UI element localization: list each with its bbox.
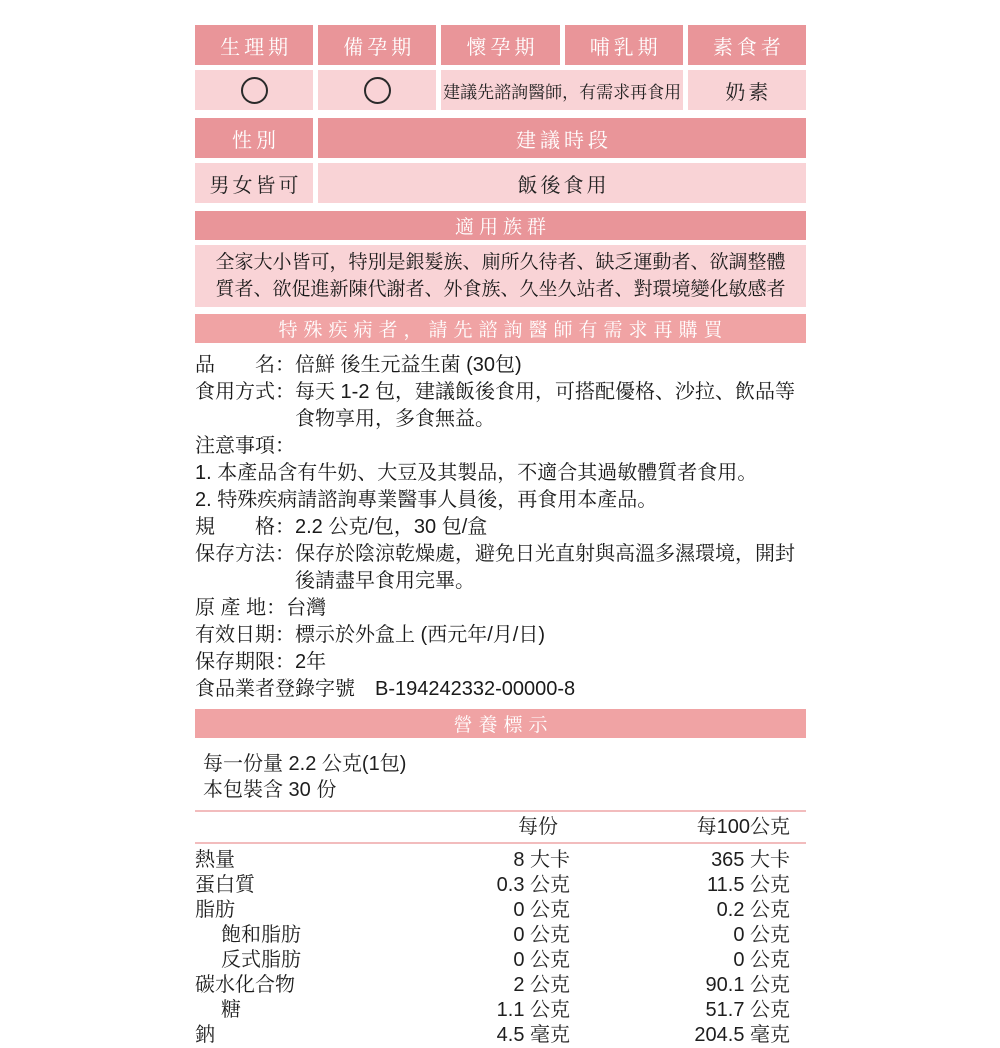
cell-vegetarian-type: 奶素 — [688, 70, 806, 110]
table-row-protein: 蛋白質 0.3 公克 11.5 公克 — [195, 874, 790, 896]
table-row-trans-fat: 反式脂肪 0 公克 0 公克 — [221, 949, 790, 971]
servings-per-pack-line: 本包裝含 30 份 — [203, 779, 337, 801]
product-spec-sheet — [195, 25, 806, 1048]
nutrition-title-bar: 營養標示 — [195, 709, 806, 738]
header-pregnancy-prep: 備孕期 — [318, 25, 436, 65]
applicable-group-title-bar: 適用族群 — [195, 211, 806, 240]
col-header-per-100g: 每100公克 — [696, 816, 790, 838]
info-label: 保存期限： — [195, 651, 295, 673]
info-shelf-life — [195, 649, 806, 676]
cell-pregnancy-prep-ok — [318, 70, 436, 110]
header-vegetarian: 素食者 — [688, 25, 806, 65]
circle-icon — [364, 77, 391, 104]
info-value: 倍鮮 後生元益生菌 (30包) — [295, 354, 522, 376]
info-spec — [195, 514, 806, 541]
info-label: 原 產 地： — [195, 597, 287, 619]
table-row-fat: 脂肪 0 公克 0.2 公克 — [195, 899, 790, 921]
table-row-calories: 熱量 8 大卡 365 大卡 — [195, 849, 790, 871]
header-menstrual: 生理期 — [195, 25, 313, 65]
cell-gender: 男女皆可 — [195, 163, 313, 203]
applicable-group-content: 全家大小皆可，特別是銀髮族、廁所久待者、缺乏運動者、欲調整體質者、欲促進新陳代謝者、外食族、久坐久站者、對環境變化敏感者 — [195, 245, 806, 307]
header-pregnant: 懷孕期 — [441, 25, 559, 65]
info-label: 品 名： — [195, 354, 295, 376]
info-value: 每天 1-2 包，建議飯後食用，可搭配優格、沙拉、飲品等食物享用，多食無益。 — [295, 381, 796, 430]
info-label: 有效日期： — [195, 624, 295, 646]
info-precautions-title: 注意事項： — [195, 435, 295, 457]
serving-size-line: 每一份量 2.2 公克(1包) — [203, 753, 407, 775]
circle-icon — [241, 77, 268, 104]
cell-menstrual-ok — [195, 70, 313, 110]
nutrition-rows — [195, 844, 806, 1048]
header-suggested-timing: 建議時段 — [318, 118, 806, 158]
info-storage — [195, 541, 806, 595]
product-info-block — [195, 352, 806, 703]
header-gender: 性別 — [195, 118, 313, 158]
info-precaution-2: 2. 特殊疾病請諮詢專業醫事人員後，再食用本產品。 — [195, 489, 658, 511]
nutrition-table — [195, 812, 806, 842]
info-value: 台灣 — [286, 597, 327, 619]
cell-consult-doctor: 建議先諮詢醫師，有需求再食用 — [441, 70, 682, 110]
table-row-sodium: 鈉 4.5 毫克 204.5 毫克 — [195, 1024, 790, 1046]
info-label: 保存方法： — [195, 543, 295, 565]
info-label: 食用方式： — [195, 381, 295, 403]
header-breastfeeding: 哺乳期 — [565, 25, 683, 65]
info-label: 規 格： — [195, 516, 295, 538]
info-precaution-1: 1. 本產品含有牛奶、大豆及其製品，不適合其過敏體質者食用。 — [195, 462, 758, 484]
info-value: 標示於外盒上 (西元年/月/日) — [295, 624, 545, 646]
gender-timing-table — [195, 118, 806, 203]
special-disease-notice-bar: 特殊疾病者，請先諮詢醫師有需求再購買 — [195, 314, 806, 343]
table-row-sugar: 糖 1.1 公克 51.7 公克 — [221, 999, 790, 1021]
info-value: 保存於陰涼乾燥處，避免日光直射與高溫多濕環境，開封後請盡早食用完畢。 — [295, 543, 795, 592]
info-origin — [195, 595, 806, 622]
table-row-carbohydrate: 碳水化合物 2 公克 90.1 公克 — [195, 974, 790, 996]
col-header-per-serving: 每份 — [518, 816, 558, 838]
nutrition-header-row — [195, 812, 790, 842]
info-usage — [195, 379, 806, 433]
cell-timing: 飯後食用 — [318, 163, 806, 203]
info-registration-number: 食品業者登錄字號 B-194242332-00000-8 — [195, 678, 576, 700]
info-value: 2.2 公克/包，30 包/盒 — [295, 516, 488, 538]
info-product-name — [195, 352, 806, 379]
info-value: 2年 — [295, 651, 327, 673]
table-row-saturated-fat: 飽和脂肪 0 公克 0 公克 — [221, 924, 790, 946]
suitability-table — [195, 25, 806, 110]
info-expiry-date — [195, 622, 806, 649]
